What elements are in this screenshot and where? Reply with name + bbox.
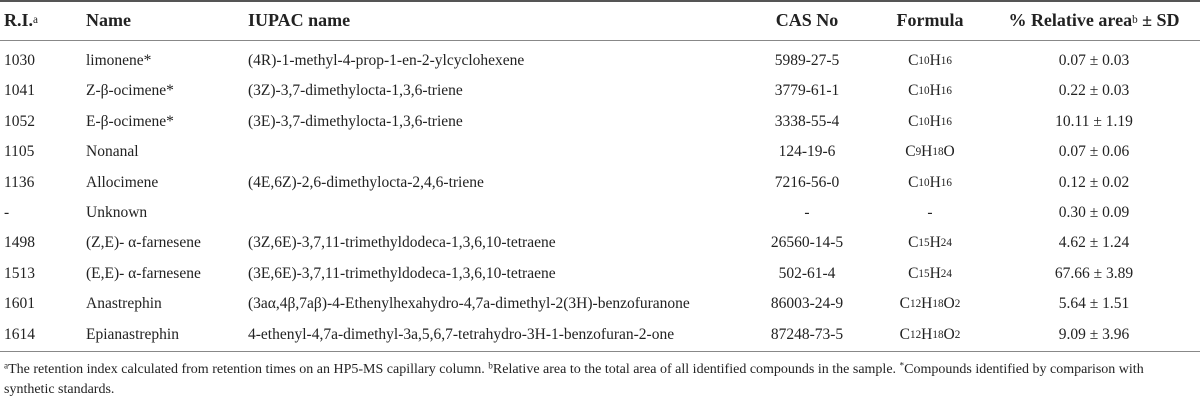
header-rel-label: % Relative area: [1008, 9, 1133, 30]
table-row: [0, 228, 1200, 258]
cell-cas: 7216-56-0: [774, 173, 840, 191]
table-row: [0, 289, 1200, 319]
cell-cas: 26560-14-5: [770, 234, 844, 252]
table-row: [0, 198, 1200, 228]
footnote-a-text: The retention index calculated from retention times on an HP5-MS capillary column.: [8, 362, 485, 377]
cell-name: Epianastrephin: [86, 325, 179, 343]
cell-formula: [872, 198, 988, 228]
table-row: [0, 168, 1200, 198]
table-footnotes: [4, 360, 1196, 400]
table-row: [0, 107, 1200, 137]
cell-iupac: (4R)-1-methyl-4-prop-1-en-2-ylcyclohexene: [248, 52, 525, 69]
cell-cas: 86003-24-9: [770, 295, 844, 313]
header-cas: CAS No: [775, 9, 839, 30]
cell-ri: 1105: [4, 143, 35, 161]
formula-element: H: [921, 295, 933, 313]
formula-element: O: [943, 295, 955, 313]
cell-relative-area: 9.09 ± 3.96: [1058, 325, 1130, 343]
formula-element: C: [908, 264, 919, 282]
formula-element: C: [908, 82, 919, 100]
cell-ri: 1041: [4, 82, 35, 100]
cell-iupac: (3E)-3,7-dimethylocta-1,3,6-triene: [248, 112, 463, 130]
formula-element: C: [908, 112, 919, 130]
cell-name: Allocimene: [86, 173, 159, 191]
cell-formula: C 12 H 18 O 2: [899, 325, 961, 343]
cell-iupac: (3Z,6E)-3,7,11-trimethyldodeca-1,3,6,10-tetraene: [248, 234, 556, 252]
cell-name: Anastrephin: [86, 295, 162, 313]
header-ri: R.I. a: [4, 9, 38, 30]
cell-relative-area: 10.11 ± 1.19: [1055, 112, 1133, 130]
header-formula: Formula: [896, 9, 964, 30]
formula-element: H: [929, 234, 941, 252]
cell-name: Z-β-ocimene*: [86, 82, 174, 100]
footnote-a-mark: a: [4, 360, 9, 371]
cell-formula: C 9 H 18 O: [905, 143, 955, 161]
formula-element: C: [899, 295, 911, 313]
cell-formula: C 12 H 18 O 2: [899, 295, 961, 313]
formula-element: H: [921, 143, 933, 161]
cell-formula: C 10 H 16: [908, 173, 952, 191]
footnote-star-text: Compounds identified by comparison with synthetic standards.: [4, 362, 1144, 397]
header-rel-suffix: ± SD: [1137, 9, 1180, 30]
formula-element: C: [908, 173, 919, 191]
cell-name: E-β-ocimene*: [86, 112, 174, 130]
header-relative-area: % Relative area b ± SD: [1008, 9, 1180, 30]
cell-relative-area: 4.62 ± 1.24: [1058, 234, 1130, 252]
formula-element: H: [921, 325, 933, 343]
cell-name: Unknown: [86, 204, 148, 221]
footnote-star-mark: *: [899, 360, 905, 371]
footnote-b-text: Relative area to the total area of all identified compounds in the sample.: [492, 362, 897, 377]
cell-ri: 1601: [4, 295, 35, 313]
formula-element: C: [908, 52, 919, 69]
cell-formula: C 10 H 16: [908, 82, 952, 100]
cell-cas: 3779-61-1: [774, 82, 840, 100]
table-header-rule: [0, 40, 1200, 41]
cell-iupac: (3aα,4β,7aβ)-4-Ethenylhexahydro-4,7a-dimethyl-2(3H)-benzofuranone: [248, 295, 690, 313]
header-iupac: IUPAC name: [248, 9, 351, 30]
table-row: [0, 76, 1200, 106]
footnote-b-mark: b: [488, 360, 493, 371]
formula-element: H: [929, 264, 941, 282]
header-ri-label: R.I.: [4, 9, 34, 30]
cell-relative-area: 0.12 ± 0.02: [1058, 173, 1130, 191]
table-bottom-rule: [0, 351, 1200, 352]
cell-cas: 3338-55-4: [774, 112, 840, 130]
formula-element: H: [929, 173, 941, 191]
table-row: [0, 259, 1200, 289]
table-row: [0, 46, 1200, 76]
formula-element: O: [943, 143, 955, 161]
cell-relative-area: 5.64 ± 1.51: [1058, 295, 1130, 313]
header-name: Name: [86, 9, 131, 30]
cell-relative-area: 0.07 ± 0.03: [1058, 52, 1130, 69]
cell-name: Nonanal: [86, 143, 139, 161]
cell-formula: C 15 H 24: [908, 264, 952, 282]
cell-cas: -: [804, 204, 810, 221]
cell-name: (Z,E)- α-farnesene: [86, 234, 201, 252]
cell-name: (E,E)- α-farnesene: [86, 264, 201, 282]
cell-formula: C 15 H 24: [908, 234, 952, 252]
cell-ri: -: [4, 204, 10, 221]
cell-ri: 1136: [4, 173, 35, 191]
cell-iupac: (4E,6Z)-2,6-dimethylocta-2,4,6-triene: [248, 173, 484, 191]
formula-element: C: [905, 143, 916, 161]
cell-iupac: (3Z)-3,7-dimethylocta-1,3,6-triene: [248, 82, 463, 100]
formula-element: C: [899, 325, 911, 343]
cell-ri: 1498: [4, 234, 35, 252]
cell-cas: 124-19-6: [778, 143, 836, 161]
table-row: [0, 320, 1200, 350]
formula-element: H: [929, 52, 941, 69]
cell-formula: C 10 H 16: [908, 112, 952, 130]
cell-cas: 87248-73-5: [770, 325, 844, 343]
cell-ri: 1052: [4, 112, 35, 130]
cell-cas: 502-61-4: [778, 264, 836, 282]
formula-element: H: [929, 82, 941, 100]
cell-iupac: (3E,6E)-3,7,11-trimethyldodeca-1,3,6,10-tetraene: [248, 264, 556, 282]
cell-cas: 5989-27-5: [774, 52, 840, 69]
formula-element: -: [927, 204, 933, 221]
cell-name: limonene*: [86, 52, 152, 69]
cell-ri: 1614: [4, 325, 35, 343]
cell-relative-area: 0.30 ± 0.09: [1058, 204, 1130, 221]
cell-relative-area: 0.22 ± 0.03: [1058, 82, 1130, 100]
formula-element: O: [943, 325, 955, 343]
cell-iupac: 4-ethenyl-4,7a-dimethyl-3a,5,6,7-tetrahydro-3H-1-benzofuran-2-one: [248, 325, 675, 343]
cell-formula: C 10 H 16: [908, 52, 952, 69]
table-header-row: [0, 2, 1200, 38]
formula-element: C: [908, 234, 919, 252]
cell-ri: 1513: [4, 264, 35, 282]
formula-element: H: [929, 112, 941, 130]
cell-relative-area: 67.66 ± 3.89: [1054, 264, 1134, 282]
cell-relative-area: 0.07 ± 0.06: [1058, 143, 1130, 161]
table-row: [0, 137, 1200, 167]
cell-ri: 1030: [4, 52, 35, 69]
